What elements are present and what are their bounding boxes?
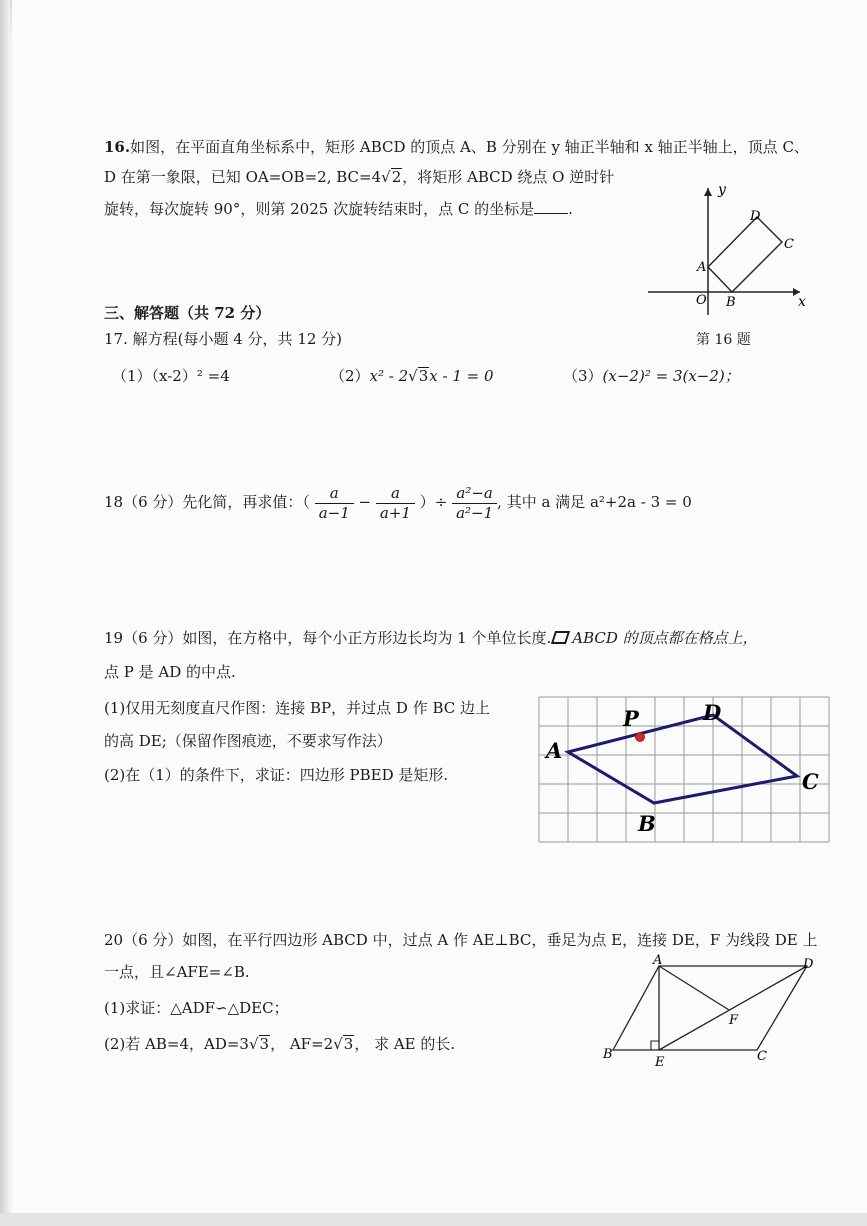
q19-label-C: C: [802, 769, 819, 794]
q20-label-A: A: [653, 953, 663, 968]
q18-frac1: [315, 484, 354, 523]
q17-part3-label: （3）: [563, 367, 603, 385]
q20-line1: 20（6 分）如图，在平行四边形 ABCD 中，过点 A 作 AE⊥BC，垂足为点 E，连接 DE，F 为线段 DE 上: [104, 931, 818, 949]
q20-label-E: E: [655, 1055, 665, 1070]
q16-text-3b: .: [568, 200, 573, 218]
bottom-edge: [0, 1213, 867, 1226]
q19-label-P: P: [623, 706, 639, 731]
q18-minus: −: [358, 493, 372, 511]
section-title: 三、解答题（共 72 分）: [104, 304, 271, 322]
q16-label-B: B: [726, 295, 736, 310]
q19-part1-line1: (1)仅用无刻度直尺作图：连接 BP，并过点 D 作 BC 边上: [104, 699, 491, 717]
q17-part3-eq: (x−2)² = 3(x−2)；: [602, 367, 740, 385]
q20-label-C: C: [757, 1049, 767, 1064]
q16-label-C: C: [784, 237, 794, 252]
q17-part2-label: （2）: [330, 367, 370, 385]
q17-part2-eq-a: x² - 2: [369, 367, 409, 385]
q16-figure: [640, 180, 815, 320]
q18-frac3-num: a²−a: [452, 484, 497, 504]
q19-label-A: A: [546, 738, 563, 763]
q16-label-A: A: [697, 260, 707, 275]
q20-label-F: F: [729, 1013, 739, 1028]
q19-label-D: D: [703, 700, 722, 725]
q16-label-D: D: [750, 209, 761, 224]
q18-line: [104, 480, 692, 524]
q20-sqrt-2: 3: [343, 1035, 354, 1053]
q20-text-2a: (2)若 AB=4，AD=3: [104, 1035, 249, 1053]
q16-text-2b: ，将矩形 ABCD 绕点 O 逆时针: [402, 168, 615, 186]
q20-line2: 一点，且∠AFE=∠B.: [104, 963, 250, 981]
q19-line1: [104, 628, 758, 648]
parallelogram-icon: [551, 631, 570, 644]
q18-frac2-den: a+1: [379, 503, 411, 522]
q16-text-2a: D 在第一象限，已知 OA=OB=2, BC=4: [104, 168, 382, 186]
q17-head: 17. 解方程(每小题 4 分，共 12 分): [104, 330, 343, 348]
q18-tail: , 其中 a 满足 a²+2a - 3 = 0: [497, 493, 692, 511]
q16-line3: [104, 199, 573, 219]
q20-text-2b: ， AF=2: [270, 1035, 334, 1053]
q16-number: 16.: [104, 138, 131, 156]
q18-frac1-den: a−1: [318, 503, 350, 522]
q16-figure-caption: 第 16 题: [696, 332, 751, 348]
q19-line2: 点 P 是 AD 的中点.: [104, 663, 236, 681]
q16-text-1: 如图，在平面直角坐标系中，矩形 ABCD 的顶点 A、B 分别在 y 轴正半轴和 x 轴正半轴上，顶点 C、: [130, 138, 809, 156]
q17-part2-sqrt: 3: [418, 367, 429, 385]
q19-text-1b: ABCD 的顶点都在格点上，: [572, 629, 758, 647]
q17-part2: （2）x² - 2√3x - 1 = 0: [330, 367, 494, 385]
q18-frac2: [376, 484, 415, 523]
q19-part2: (2)在（1）的条件下，求证：四边形 PBED 是矩形.: [104, 766, 449, 784]
q17-part3: [563, 366, 740, 386]
q19-label-B: B: [638, 811, 656, 836]
q18-frac3-den: a²−1: [456, 503, 494, 522]
q18-frac1-num: a: [315, 484, 354, 504]
q16-label-x: x: [798, 294, 806, 310]
q20-sqrt-1: 3: [259, 1035, 270, 1053]
q19-text-1a: 19（6 分）如图，在方格中，每个小正方形边长均为 1 个单位长度.: [104, 629, 552, 647]
q20-label-D: D: [803, 957, 814, 972]
q20-part1: (1)求证：△ADF∽△DEC；: [104, 999, 289, 1017]
q20-label-B: B: [603, 1047, 613, 1062]
q16-sqrt-2: 2: [391, 168, 402, 186]
q20-part2: (2)若 AB=4，AD=3√3， AF=2√3， 求 AE 的长.: [104, 1035, 456, 1053]
q16-line2: D 在第一象限，已知 OA=OB=2, BC=4√2，将矩形 ABCD 绕点 O 逆时针: [104, 168, 615, 186]
q16-line1: [104, 137, 809, 157]
q16-label-y: y: [718, 182, 726, 198]
q16-label-O: O: [696, 293, 707, 308]
q17-part1: （1）（x-2）² =4: [112, 367, 230, 385]
left-edge-shadow: [0, 0, 10, 1226]
q17-part2-eq-b: x - 1 = 0: [429, 367, 494, 385]
q19-part1-line2: 的高 DE;（保留作图痕迹，不要求写作法）: [104, 732, 392, 750]
q19-grid-figure: [530, 690, 840, 865]
q16-answer-blank[interactable]: [534, 199, 568, 214]
q16-text-3a: 旋转，每次旋转 90°，则第 2025 次旋转结束时，点 C 的坐标是: [104, 200, 535, 218]
q18-frac3: [452, 484, 497, 523]
q20-figure: [595, 950, 825, 1075]
q20-text-2c: ， 求 AE 的长.: [354, 1035, 456, 1053]
q18-close-div: ）÷: [419, 493, 448, 511]
q18-head: 18（6 分）先化简，再求值：（: [104, 493, 310, 511]
q18-frac2-num: a: [376, 484, 415, 504]
